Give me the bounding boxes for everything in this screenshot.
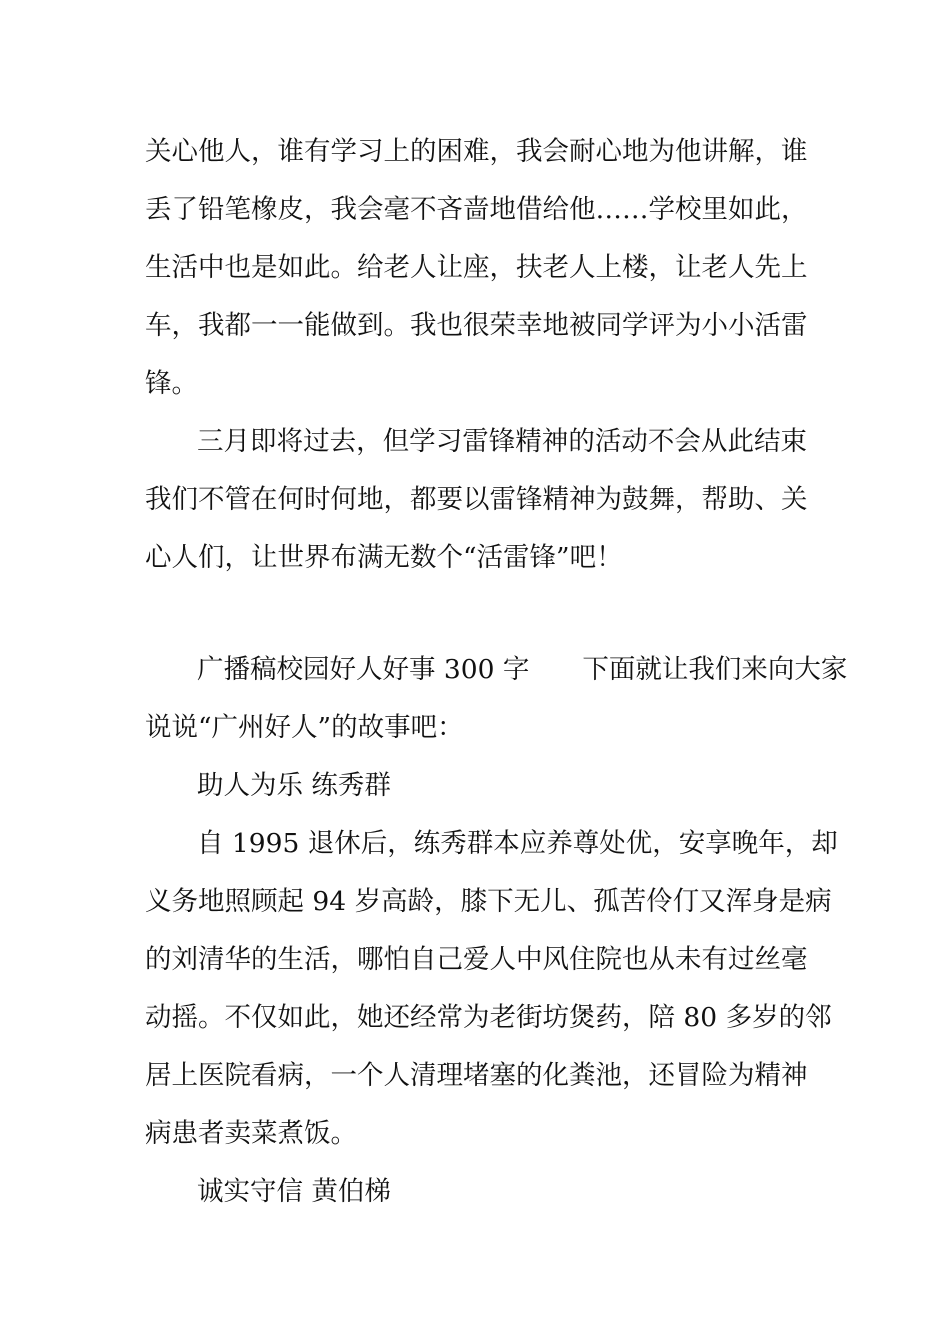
paragraph-4-line-4: 动摇。不仅如此，她还经常为老街坊煲药，陪 80 多岁的邻 [145, 1002, 832, 1033]
subheading-1: 助人为乐 练秀群 [197, 770, 391, 801]
paragraph-2-line-1: 三月即将过去，但学习雷锋精神的活动不会从此结束 [197, 426, 807, 457]
paragraph-3-line-2: 说说“广州好人”的故事吧： [145, 712, 464, 743]
paragraph-1-line-5: 锋。 [145, 368, 198, 399]
subheading-2: 诚实守信 黄伯梯 [197, 1176, 391, 1207]
paragraph-1-line-2: 丢了铅笔橡皮，我会毫不吝啬地借给他……学校里如此， [145, 194, 808, 225]
paragraph-2-line-3: 心人们，让世界布满无数个“活雷锋”吧！ [145, 542, 623, 573]
paragraph-4-line-1: 自 1995 退休后，练秀群本应养尊处优，安享晚年，却 [197, 828, 838, 859]
paragraph-1-line-4: 车，我都一一能做到。我也很荣幸地被同学评为小小活雷 [145, 310, 808, 341]
paragraph-3-line-1: 广播稿校园好人好事 300 字 下面就让我们来向大家 [197, 654, 848, 685]
paragraph-1-line-3: 生活中也是如此。给老人让座，扶老人上楼，让老人先上 [145, 252, 808, 283]
paragraph-2-line-2: 我们不管在何时何地，都要以雷锋精神为鼓舞，帮助、关 [145, 484, 808, 515]
paragraph-1-line-1: 关心他人，谁有学习上的困难，我会耐心地为他讲解，谁 [145, 136, 808, 167]
paragraph-4-line-5: 居上医院看病，一个人清理堵塞的化粪池，还冒险为精神 [145, 1060, 808, 1091]
paragraph-4-line-6: 病患者卖菜煮饭。 [145, 1118, 357, 1149]
paragraph-4-line-3: 的刘清华的生活，哪怕自己爱人中风住院也从未有过丝毫 [145, 944, 808, 975]
paragraph-4-line-2: 义务地照顾起 94 岁高龄，膝下无儿、孤苦伶仃又浑身是病 [145, 886, 832, 917]
